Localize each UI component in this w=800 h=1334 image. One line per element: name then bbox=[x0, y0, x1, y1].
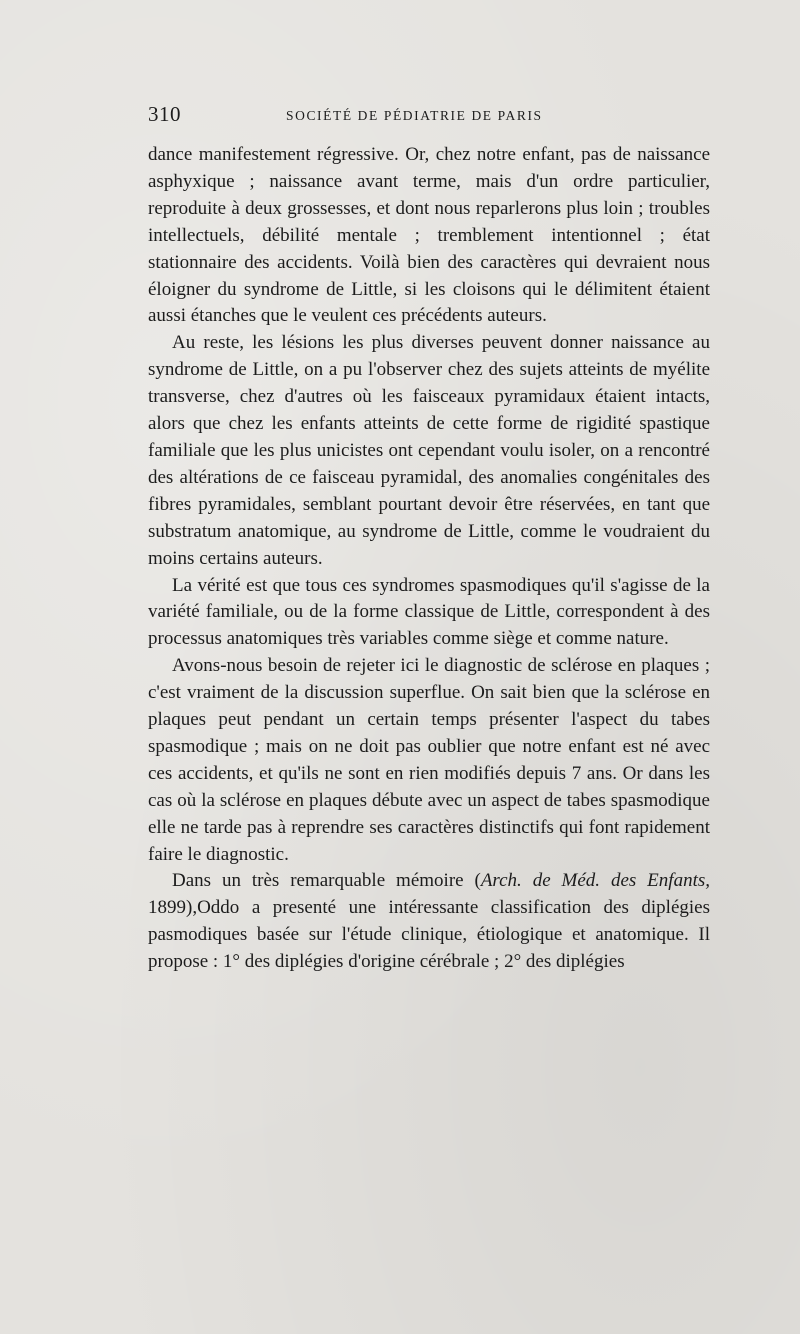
paragraph: Au reste, les lésions les plus diverses peuvent donner naissance au syndrome de Little, on a pu l'observer chez des sujets atteints de myélite transverse, chez d'autres où les faisceaux pyramidaux étaient intacts, alors que chez les enfants atteints de cette forme de rigidité spastique familiale que les plus unicistes ont cependant voulu isoler, on a rencontré des altérations de ce faisceau pyramidal, des anomalies congénitales des fibres pyramidales, semblant pourtant devoir être réservées, en tant que substratum anatomique, au syndrome de Little, comme le voudraient du moins certains auteurs. bbox=[148, 332, 710, 569]
citation-italic: Arch. de Méd. des Enfants, bbox=[480, 870, 710, 892]
body-text bbox=[148, 142, 710, 976]
paragraph-text: Dans un très remarquable mémoire ( bbox=[172, 870, 481, 892]
paragraph: Avons-nous besoin de rejeter ici le diagnostic de sclérose en plaques ; c'est vraiment de la discussion superflue. On sait bien que la sclérose en plaques peut pendant un certain temps présenter l'aspect du tabes spasmodique ; mais on ne doit pas oublier que notre enfant est né avec ces accidents, et qu'ils ne sont en rien modifiés depuis 7 ans. Or dans les cas où la sclérose en plaques débute avec un aspect de tabes spasmodique elle ne tarde pas à reprendre ses caractères distinctifs qui font rapidement faire le diagnostic. bbox=[148, 655, 710, 865]
running-title: SOCIÉTÉ DE PÉDIATRIE DE PARIS bbox=[286, 108, 543, 123]
page-header bbox=[148, 100, 708, 130]
paragraph: La vérité est que tous ces syndromes spasmodiques qu'il s'agisse de la variété familiale, ou de la forme classique de Little, correspondent à des processus anatomiques très variables comme siège et comme nature. bbox=[148, 574, 710, 650]
paragraph-text: 1899),Oddo a presenté une intéressante classification des diplégies pasmodiques basée sur l'étude clinique, étiologique et anatomique. Il propose : 1° des diplégies d'origine cérébrale ; 2° des diplégies bbox=[148, 897, 710, 973]
paragraph-with-citation bbox=[148, 868, 710, 976]
paragraph: dance manifestement régressive. Or, chez notre enfant, pas de naissance asphyxique ; naissance avant terme, mais d'un ordre particulier, reproduite à deux grossesses, et dont nous reparlerons plus loin ; troubles intellectuels, débilité mentale ; tremblement intentionnel ; état stationnaire des accidents. Voilà bien des caractères qui devraient nous éloigner du syndrome de Little, si les cloisons qui le délimitent étaient aussi étanches que le veulent ces précédents auteurs. bbox=[148, 144, 710, 327]
page-number: 310 bbox=[148, 102, 181, 126]
